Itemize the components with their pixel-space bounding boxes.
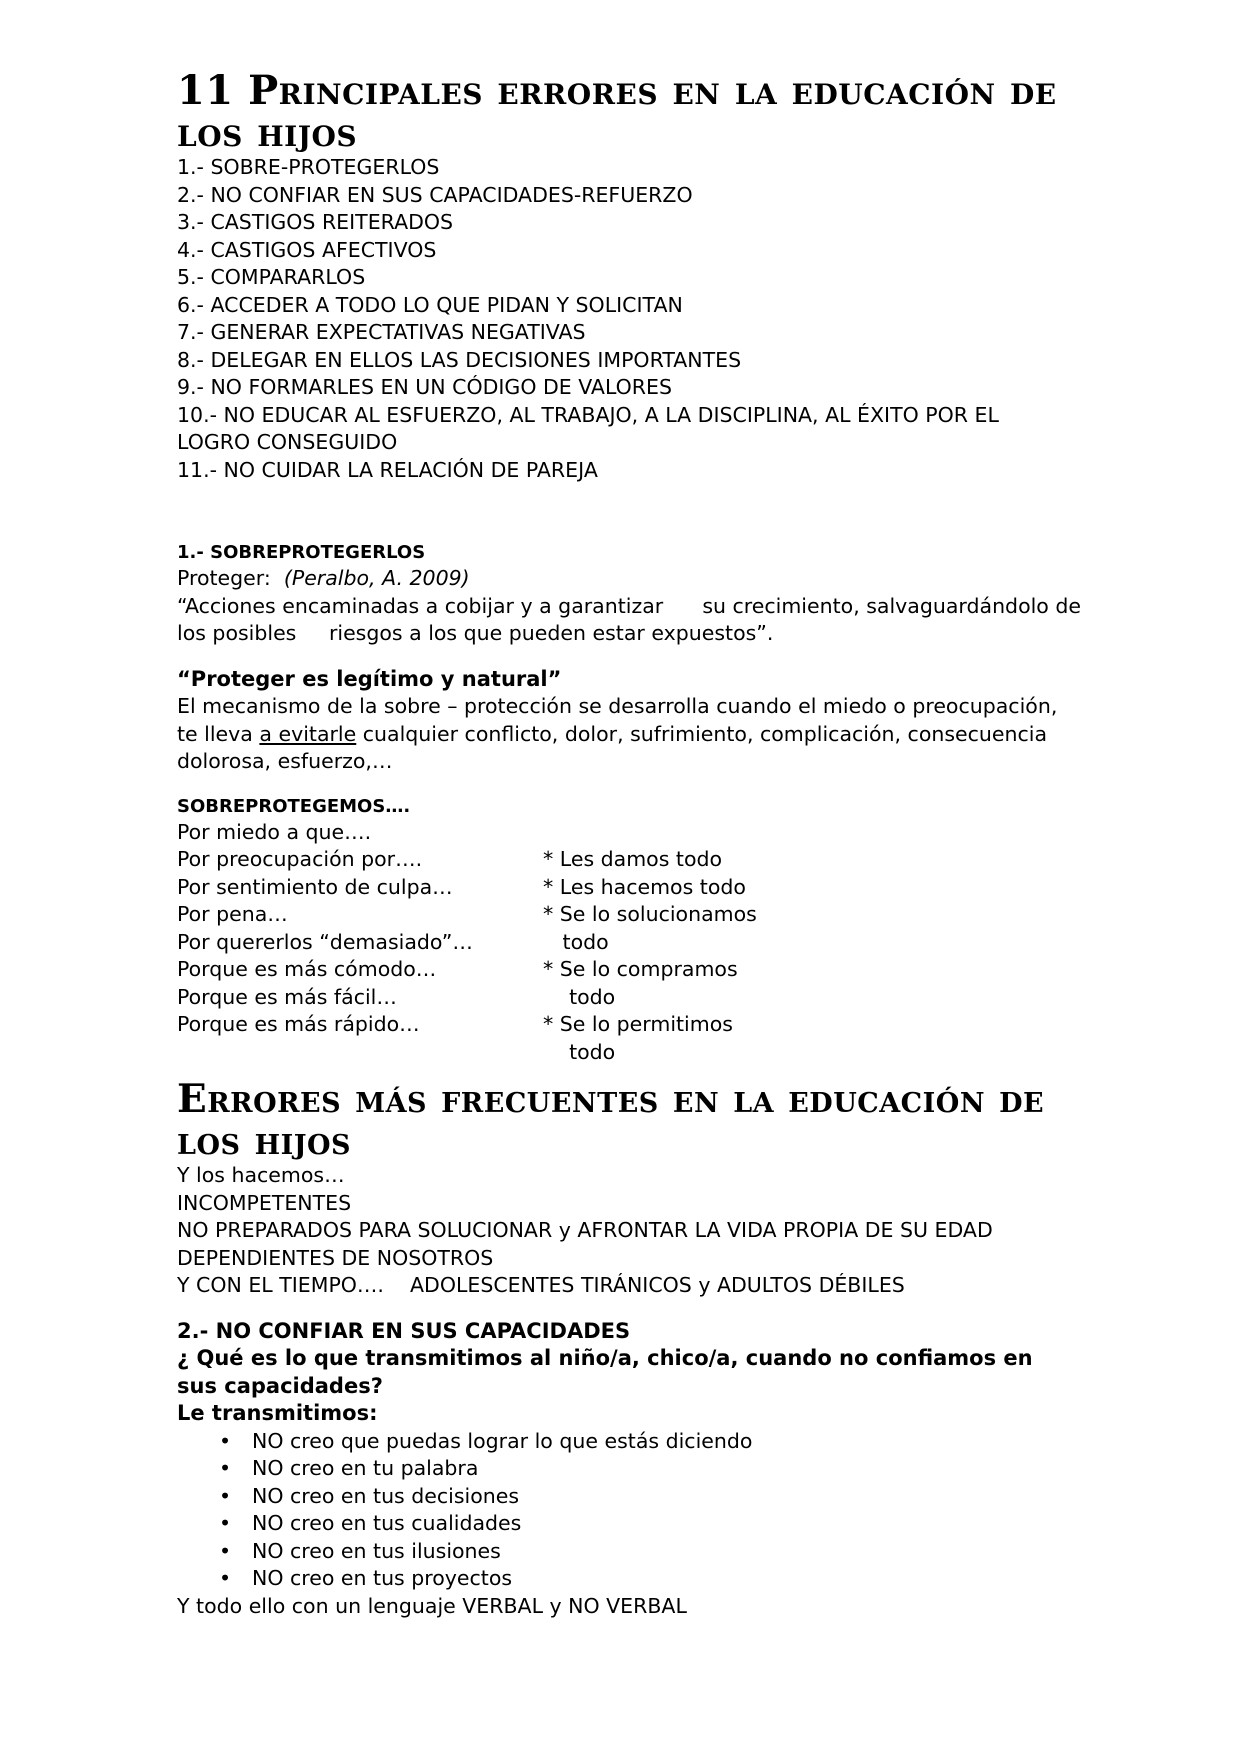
- reason-item: Por pena…: [177, 902, 288, 926]
- frequent-line: Y los hacemos…: [177, 1163, 345, 1187]
- effects-column: [543, 819, 1043, 1067]
- effect-item: todo: [543, 1039, 616, 1064]
- errors-list-item: 10.- NO EDUCAR AL ESFUERZO, AL TRABAJO, A LA DISCIPLINA, AL ÉXITO POR EL: [177, 402, 999, 427]
- reason-item: Por miedo a que….: [177, 819, 372, 844]
- paragraph-text: te lleva: [177, 721, 260, 746]
- errors-list: [177, 154, 1077, 484]
- underlined-text: a evitarle: [259, 721, 357, 746]
- quote-line: los posibles riesgos a los que pueden estar expuestos”.: [177, 621, 774, 645]
- effect-item: * Les hacemos todo: [543, 874, 746, 899]
- spacer: [177, 776, 1077, 794]
- errors-list-item: 7.- GENERAR EXPECTATIVAS NEGATIVAS: [177, 320, 586, 344]
- spacer: [177, 1300, 1077, 1318]
- frequent-errors-block: [177, 1162, 1077, 1300]
- reason-item: Porque es más fácil…: [177, 984, 397, 1009]
- frequent-line: Y CON EL TIEMPO…. ADOLESCENTES TIRÁNICOS y ADULTOS DÉBILES: [177, 1273, 905, 1297]
- section2-heading: 2.- NO CONFIAR EN SUS CAPACIDADES: [177, 1318, 631, 1343]
- proteger-line: [177, 565, 1077, 593]
- errors-list-item: 3.- CASTIGOS REITERADOS: [177, 210, 454, 234]
- effect-item: todo: [543, 929, 609, 954]
- errors-list-item: 5.- COMPARARLOS: [177, 265, 366, 289]
- errors-list-item: 1.- SOBRE-PROTEGERLOS: [177, 155, 440, 179]
- transmit-bullets: [177, 1428, 1077, 1593]
- secondary-title: Errores más frecuentes en la educación de los hijos: [177, 1076, 1045, 1164]
- document-content: [177, 67, 1081, 1620]
- reason-item: [177, 1039, 543, 1067]
- reason-item: Porque es más cómodo…: [177, 957, 437, 981]
- reason-item: Por quererlos “demasiado”…: [177, 929, 473, 954]
- errors-list-item: 4.- CASTIGOS AFECTIVOS: [177, 237, 437, 262]
- section1-heading: 1.- SOBREPROTEGERLOS: [177, 542, 426, 563]
- reasons-column: [177, 819, 543, 1067]
- errors-list-item: 11.- NO CUIDAR LA RELACIÓN DE PAREJA: [177, 457, 598, 482]
- spacer: [177, 484, 1077, 512]
- effect-item: * Se lo compramos: [543, 957, 738, 981]
- errors-list-item: 9.- NO FORMARLES EN UN CÓDIGO DE VALORES: [177, 375, 672, 399]
- reason-item: Porque es más rápido…: [177, 1012, 420, 1036]
- errors-list-item: 8.- DELEGAR EN ELLOS LAS DECISIONES IMPORTANTES: [177, 347, 742, 372]
- effect-item: [543, 819, 1043, 847]
- closing-line: Y todo ello con un lenguaje VERBAL y NO VERBAL: [177, 1593, 687, 1618]
- errors-list-item: 6.- ACCEDER A TODO LO QUE PIDAN Y SOLICITAN: [177, 292, 683, 317]
- paragraph-line: [177, 721, 1077, 749]
- bullet-item: • NO creo en tu palabra: [219, 1455, 1077, 1483]
- effect-item: * Se lo permitimos: [543, 1012, 733, 1036]
- spacer: [177, 512, 1077, 540]
- paragraph-line: dolorosa, esfuerzo,…: [177, 749, 393, 773]
- section2-question: ¿ Qué es lo que transmitimos al niño/a, chico/a, cuando no confiamos en sus capacidades?: [177, 1346, 1033, 1398]
- quote-line: “Acciones encaminadas a cobijar y a garantizar su crecimiento, salvaguardándolo de: [177, 593, 1081, 618]
- paragraph-line: El mecanismo de la sobre – protección se desarrolla cuando el miedo o preocupación,: [177, 694, 1058, 718]
- section1-subheading: “Proteger es legítimo y natural”: [177, 666, 562, 691]
- reasons-effects-columns: [177, 819, 1077, 1067]
- main-title: 11 Principales errores en la educación de los hijos: [177, 67, 1057, 156]
- bullet-item: • NO creo en tus cualidades: [219, 1510, 1077, 1538]
- effect-item: * Les damos todo: [543, 847, 723, 871]
- errors-list-item: 2.- NO CONFIAR EN SUS CAPACIDADES-REFUERZO: [177, 182, 693, 207]
- sobreprotegemos-heading: SOBREPROTEGEMOS….: [177, 795, 411, 817]
- reason-item: Por sentimiento de culpa…: [177, 874, 453, 899]
- frequent-line: DEPENDIENTES DE NOSOTROS: [177, 1245, 494, 1270]
- bullet-item: • NO creo en tus proyectos: [219, 1565, 1077, 1593]
- bullet-item: • NO creo en tus decisiones: [219, 1483, 1077, 1511]
- proteger-label: Proteger:: [177, 566, 271, 590]
- citation: (Peralbo, A. 2009): [283, 566, 470, 590]
- reason-item: Por preocupación por….: [177, 847, 423, 871]
- bullet-item: • NO creo que puedas lograr lo que estás diciendo: [219, 1428, 1077, 1456]
- transmit-label: Le transmitimos:: [177, 1401, 378, 1425]
- bullet-item: • NO creo en tus ilusiones: [219, 1538, 1077, 1566]
- effect-item: todo: [543, 984, 616, 1009]
- errors-list-item: LOGRO CONSEGUIDO: [177, 430, 398, 454]
- spacer: [177, 648, 1077, 666]
- frequent-line: INCOMPETENTES: [177, 1190, 352, 1215]
- paragraph-text: cualquier conflicto, dolor, sufrimiento, complicación, consecuencia: [356, 721, 1048, 746]
- effect-item: * Se lo solucionamos: [543, 902, 757, 926]
- frequent-line: NO PREPARADOS PARA SOLUCIONAR y AFRONTAR LA VIDA PROPIA DE SU EDAD: [177, 1218, 993, 1242]
